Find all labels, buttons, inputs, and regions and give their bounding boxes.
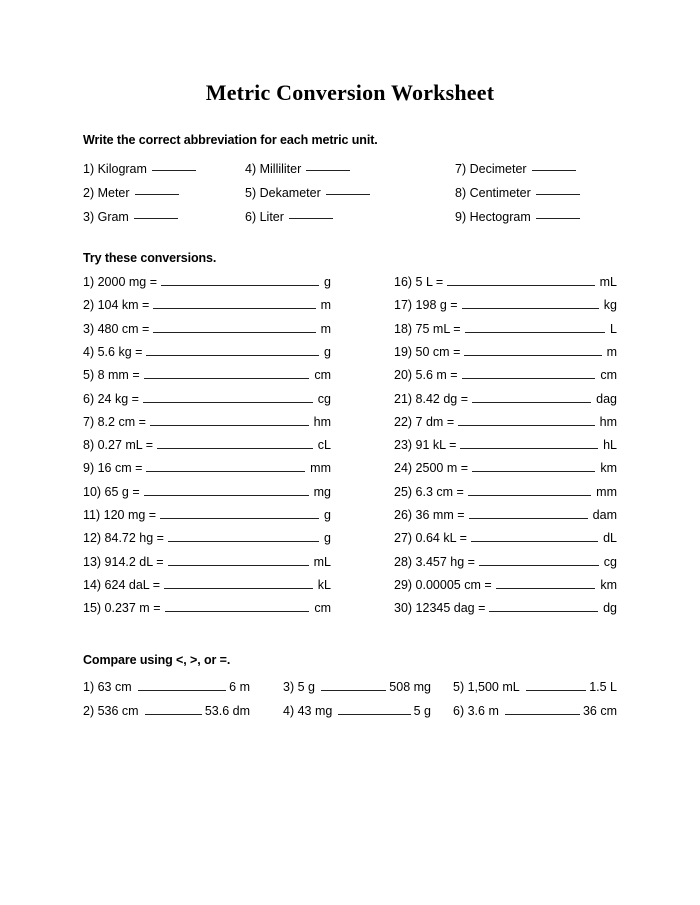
target-unit: hm: [599, 414, 617, 429]
conversion-prompt: [394, 461, 468, 475]
compare-left-value: 5 g: [294, 680, 315, 694]
target-unit: cm: [314, 368, 331, 383]
answer-blank[interactable]: [462, 367, 596, 379]
conversion-item: [83, 530, 331, 545]
conversion-item: [83, 321, 331, 336]
conversion-prompt: [394, 555, 475, 569]
conversion-prompt: [83, 275, 157, 289]
compare-prompt: [83, 680, 132, 694]
abbreviation-item: [83, 208, 178, 224]
compare-item: [453, 703, 617, 718]
target-unit: g: [324, 344, 331, 359]
conversion-item: [394, 600, 617, 615]
target-unit: mm: [596, 484, 617, 499]
conversion-value: 624 daL =: [101, 577, 161, 592]
item-number: 19): [394, 344, 413, 359]
target-unit: kg: [603, 298, 617, 313]
answer-blank[interactable]: [536, 208, 580, 219]
conversion-item: [394, 344, 617, 359]
conversion-prompt: [83, 508, 156, 522]
comparison-blank[interactable]: [321, 679, 386, 691]
item-number: 8): [83, 438, 95, 453]
item-number: 1): [83, 275, 95, 289]
item-label: Gram: [94, 210, 129, 224]
abbreviation-item: [455, 208, 580, 224]
compare-item: [83, 703, 250, 718]
item-number: 28): [394, 554, 413, 569]
compare-section-heading: Compare using <, >, or =.: [83, 653, 231, 667]
answer-blank[interactable]: [458, 414, 595, 426]
item-number: 17): [394, 298, 413, 313]
answer-blank[interactable]: [135, 184, 179, 195]
target-unit: m: [320, 298, 331, 313]
answer-blank[interactable]: [150, 414, 309, 426]
item-number: 10): [83, 484, 102, 499]
conversion-value: 36 mm =: [412, 508, 465, 522]
conversion-item: [394, 484, 617, 499]
conversion-prompt: [394, 531, 467, 545]
abbreviation-item: [83, 184, 179, 200]
conversion-item: [394, 507, 617, 522]
answer-blank[interactable]: [469, 507, 588, 519]
target-unit: m: [320, 321, 331, 336]
target-unit: g: [324, 531, 331, 546]
answer-blank[interactable]: [144, 367, 310, 379]
item-number: 1): [83, 680, 95, 694]
conversion-item: [83, 414, 331, 429]
item-number: 6): [453, 704, 465, 718]
conversion-value: 8.42 dg =: [412, 391, 469, 406]
abbreviation-item: [455, 160, 576, 176]
item-number: 5): [453, 680, 465, 694]
item-label: Hectogram: [466, 210, 531, 224]
compare-item: [283, 679, 431, 694]
conversion-value: 8.2 cm =: [94, 414, 146, 429]
conversion-value: 5.6 kg =: [94, 344, 143, 359]
conversion-prompt: [394, 601, 485, 615]
item-label: Milliliter: [256, 162, 302, 176]
conversion-prompt: [83, 368, 140, 382]
conversion-value: 198 g =: [412, 298, 458, 313]
conversion-value: 0.237 m =: [101, 601, 161, 616]
answer-blank[interactable]: [472, 460, 595, 472]
conversion-item: [394, 437, 617, 452]
conversion-value: 8 mm =: [94, 368, 140, 383]
conversion-prompt: [83, 438, 153, 452]
answer-blank[interactable]: [496, 577, 596, 589]
conversion-item: [394, 297, 617, 312]
answer-blank[interactable]: [489, 600, 598, 612]
conversion-value: 84.72 hg =: [101, 531, 164, 546]
compare-right-value: 508 mg: [389, 680, 431, 694]
conversion-value: 0.27 mL =: [94, 438, 154, 453]
compare-item: [453, 679, 617, 694]
item-number: 9): [83, 461, 95, 476]
answer-blank[interactable]: [153, 321, 315, 333]
target-unit: cg: [603, 554, 617, 569]
conversion-prompt: [394, 578, 492, 592]
item-number: 7): [455, 162, 467, 176]
conversion-item: [394, 530, 617, 545]
page-title: Metric Conversion Worksheet: [205, 80, 495, 105]
comparison-blank[interactable]: [145, 703, 202, 715]
conversions-section-heading: Try these conversions.: [83, 251, 217, 265]
item-number: 4): [83, 344, 95, 359]
answer-blank[interactable]: [160, 507, 319, 519]
compare-left-value: 43 mg: [294, 704, 333, 718]
conversion-prompt: [394, 392, 468, 406]
answer-blank[interactable]: [479, 554, 599, 566]
answer-blank[interactable]: [146, 344, 319, 356]
item-number: 30): [394, 601, 413, 616]
item-number: 21): [394, 391, 413, 406]
item-number: 2): [83, 704, 95, 718]
comparison-blank[interactable]: [505, 703, 580, 715]
conversion-item: [394, 367, 617, 382]
answer-blank[interactable]: [462, 297, 599, 309]
answer-blank[interactable]: [289, 208, 333, 219]
answer-blank[interactable]: [464, 344, 601, 356]
conversion-prompt: [83, 415, 146, 429]
item-number: 24): [394, 461, 413, 476]
conversion-item: [394, 414, 617, 429]
target-unit: dL: [603, 531, 617, 546]
item-number: 27): [394, 531, 413, 546]
conversion-prompt: [394, 275, 443, 289]
conversion-value: 6.3 cm =: [412, 484, 464, 499]
answer-blank[interactable]: [536, 184, 580, 195]
conversion-item: [83, 600, 331, 615]
item-number: 14): [83, 577, 102, 592]
comparison-blank[interactable]: [138, 679, 227, 691]
item-label: Decimeter: [466, 162, 527, 176]
conversion-prompt: [83, 531, 164, 545]
conversion-prompt: [394, 438, 456, 452]
item-number: 15): [83, 601, 102, 616]
conversion-prompt: [83, 485, 140, 499]
conversion-item: [83, 437, 331, 452]
compare-right-value: 1.5 L: [589, 680, 617, 694]
answer-blank[interactable]: [152, 160, 196, 171]
target-unit: dam: [592, 508, 617, 522]
answer-blank[interactable]: [168, 554, 309, 566]
answer-blank[interactable]: [447, 274, 594, 286]
answer-blank[interactable]: [153, 297, 315, 309]
target-unit: km: [600, 577, 617, 592]
conversion-item: [394, 321, 617, 336]
target-unit: km: [600, 461, 617, 476]
compare-right-value: 5 g: [413, 704, 431, 718]
conversion-value: 480 cm =: [94, 321, 150, 336]
conversion-item: [394, 274, 617, 289]
answer-blank[interactable]: [165, 600, 310, 612]
compare-right-value: 6 m: [229, 680, 250, 694]
abbreviations-section-heading: Write the correct abbreviation for each metric unit.: [83, 133, 378, 147]
conversion-item: [83, 554, 331, 569]
answer-blank[interactable]: [157, 437, 313, 449]
conversion-item: [83, 367, 331, 382]
item-number: 6): [245, 210, 257, 224]
answer-blank[interactable]: [472, 391, 591, 403]
conversion-prompt: [83, 601, 161, 615]
conversion-prompt: [394, 485, 464, 499]
compare-prompt: [453, 704, 499, 718]
target-unit: cg: [317, 391, 331, 406]
conversion-item: [83, 507, 331, 522]
conversion-item: [83, 391, 331, 406]
item-number: 4): [283, 704, 295, 718]
conversion-value: 75 mL =: [412, 321, 461, 336]
target-unit: mL: [313, 554, 331, 569]
compare-left-value: 536 cm: [94, 704, 139, 718]
item-label: Kilogram: [94, 162, 147, 176]
answer-blank[interactable]: [468, 484, 591, 496]
conversion-prompt: [83, 392, 139, 406]
answer-blank[interactable]: [326, 184, 370, 195]
item-number: 20): [394, 368, 413, 383]
item-label: Liter: [256, 210, 284, 224]
conversion-value: 5.6 m =: [412, 368, 458, 383]
target-unit: cm: [600, 368, 617, 383]
item-number: 3): [283, 680, 295, 694]
conversion-prompt: [83, 322, 149, 336]
conversion-prompt: [394, 345, 460, 359]
conversion-value: 0.00005 cm =: [412, 577, 492, 592]
item-number: 23): [394, 438, 413, 453]
conversion-value: 12345 dag =: [412, 601, 486, 616]
compare-prompt: [283, 680, 315, 694]
item-number: 26): [394, 508, 413, 522]
target-unit: dag: [596, 391, 617, 406]
conversion-value: 3.457 hg =: [412, 554, 475, 569]
compare-prompt: [283, 704, 332, 718]
conversion-item: [394, 460, 617, 475]
target-unit: mg: [313, 484, 331, 499]
compare-right-value: 36 cm: [582, 704, 617, 718]
conversion-prompt: [394, 415, 454, 429]
conversion-value: 0.64 kL =: [412, 531, 467, 546]
item-label: Meter: [94, 186, 130, 200]
answer-blank[interactable]: [465, 321, 605, 333]
answer-blank[interactable]: [146, 460, 305, 472]
item-number: 6): [83, 391, 95, 406]
target-unit: g: [324, 508, 331, 522]
answer-blank[interactable]: [168, 530, 319, 542]
comparison-blank[interactable]: [526, 679, 586, 691]
conversion-value: 24 kg =: [94, 391, 139, 406]
item-number: 18): [394, 321, 413, 336]
target-unit: cL: [317, 438, 331, 453]
target-unit: mL: [599, 275, 617, 289]
abbreviation-item: [455, 184, 580, 200]
item-number: 2): [83, 298, 95, 313]
conversion-item: [83, 577, 331, 592]
target-unit: cm: [314, 601, 331, 616]
answer-blank[interactable]: [144, 484, 309, 496]
conversion-value: 2500 m =: [412, 461, 469, 476]
conversion-item: [83, 274, 331, 289]
abbreviation-item: [245, 160, 350, 176]
item-number: 3): [83, 321, 95, 336]
conversion-value: 65 g =: [101, 484, 140, 499]
answer-blank[interactable]: [143, 391, 313, 403]
item-number: 3): [83, 210, 95, 224]
compare-left-value: 63 cm: [94, 680, 132, 694]
conversion-value: 7 dm =: [412, 414, 455, 429]
item-number: 1): [83, 162, 95, 176]
target-unit: dg: [603, 601, 617, 616]
compare-right-value: 53.6 dm: [204, 704, 250, 718]
conversion-prompt: [394, 508, 465, 522]
abbreviation-item: [83, 160, 196, 176]
abbreviation-item: [245, 208, 333, 224]
target-unit: hm: [313, 414, 331, 429]
conversion-item: [394, 554, 617, 569]
answer-blank[interactable]: [532, 160, 576, 171]
conversion-prompt: [394, 322, 461, 336]
answer-blank[interactable]: [460, 437, 598, 449]
conversion-value: 914.2 dL =: [101, 554, 164, 569]
conversion-item: [83, 460, 331, 475]
abbreviation-item: [245, 184, 370, 200]
item-number: 12): [83, 531, 102, 546]
compare-item: [283, 703, 431, 718]
target-unit: mm: [310, 461, 331, 476]
conversion-value: 104 km =: [94, 298, 150, 313]
target-unit: m: [606, 344, 617, 359]
answer-blank[interactable]: [134, 208, 178, 219]
answer-blank[interactable]: [164, 577, 313, 589]
conversion-prompt: [83, 578, 160, 592]
compare-prompt: [453, 680, 520, 694]
target-unit: L: [610, 321, 617, 336]
answer-blank[interactable]: [471, 530, 598, 542]
item-number: 7): [83, 414, 95, 429]
conversion-value: 50 cm =: [412, 344, 461, 359]
conversion-value: 120 mg =: [100, 508, 157, 522]
conversion-value: 16 cm =: [94, 461, 143, 476]
compare-item: [83, 679, 250, 694]
item-number: 5): [83, 368, 95, 383]
conversion-item: [83, 484, 331, 499]
conversion-item: [394, 391, 617, 406]
target-unit: kL: [317, 577, 331, 592]
conversion-prompt: [394, 368, 458, 382]
item-label: Dekameter: [256, 186, 321, 200]
item-label: Centimeter: [466, 186, 531, 200]
item-number: 4): [245, 162, 257, 176]
compare-prompt: [83, 704, 139, 718]
conversion-prompt: [83, 555, 164, 569]
item-number: 22): [394, 414, 413, 429]
target-unit: hL: [603, 438, 617, 453]
item-number: 16): [394, 275, 413, 289]
conversion-item: [83, 297, 331, 312]
item-number: 25): [394, 484, 413, 499]
compare-left-value: 3.6 m: [464, 704, 499, 718]
conversion-item: [394, 577, 617, 592]
item-number: 29): [394, 577, 413, 592]
conversion-value: 91 kL =: [412, 438, 457, 453]
item-number: 5): [245, 186, 257, 200]
answer-blank[interactable]: [306, 160, 350, 171]
conversion-prompt: [83, 298, 149, 312]
conversion-prompt: [394, 298, 458, 312]
item-number: 13): [83, 554, 102, 569]
conversion-value: 5 L =: [412, 275, 444, 289]
conversion-prompt: [83, 461, 142, 475]
compare-left-value: 1,500 mL: [464, 680, 520, 694]
conversion-prompt: [83, 345, 142, 359]
item-number: 2): [83, 186, 95, 200]
target-unit: g: [324, 275, 331, 289]
conversion-value: 2000 mg =: [94, 275, 158, 289]
comparison-blank[interactable]: [338, 703, 410, 715]
item-number: 8): [455, 186, 467, 200]
item-number: 9): [455, 210, 467, 224]
item-number: 11): [83, 508, 101, 522]
conversion-item: [83, 344, 331, 359]
answer-blank[interactable]: [161, 274, 319, 286]
